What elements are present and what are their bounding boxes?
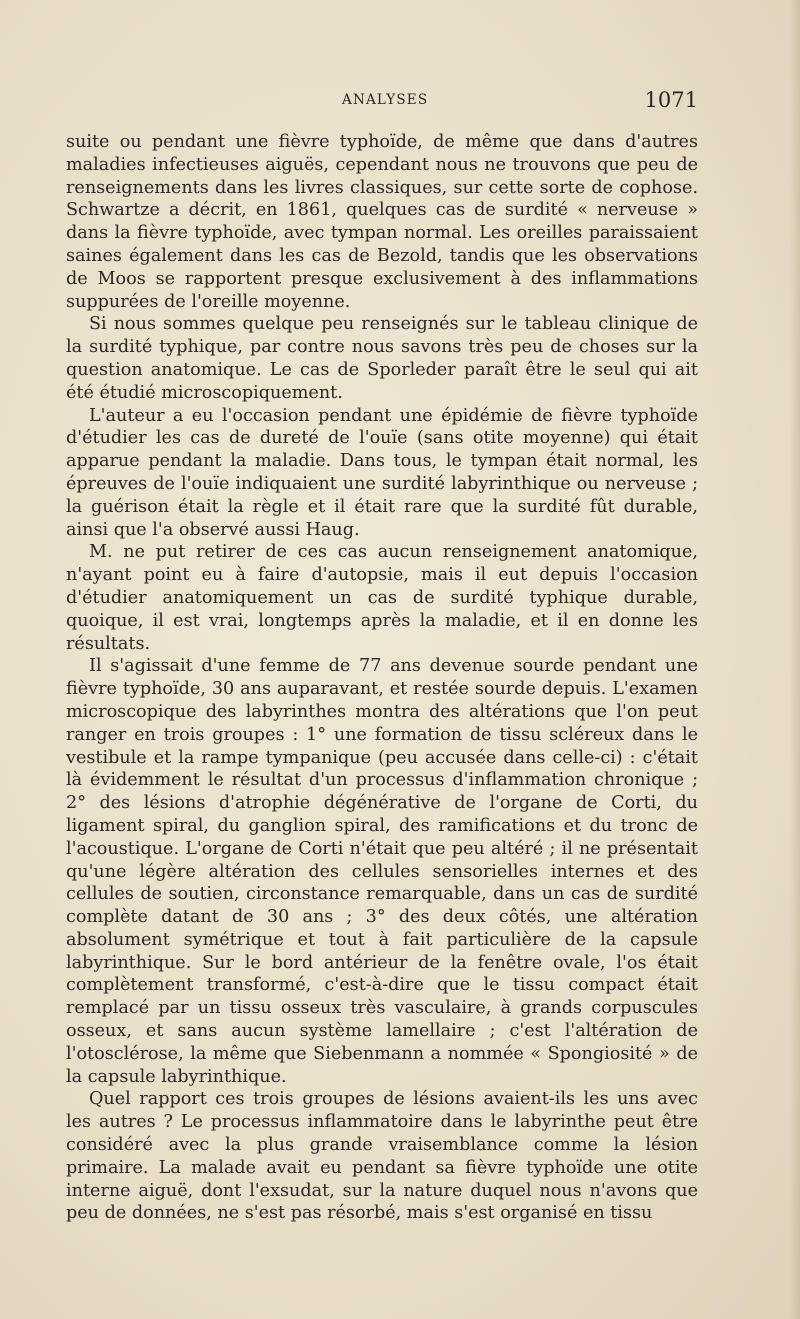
paragraph-4: M. ne put retirer de ces cas aucun renseignement anatomique, n'ayant point eu à faire d'autopsie, mais il eut depuis l'occasion d'étudier anatomiquement un cas de surdité typhique durable, quoique, il est vrai, longtemps après la maladie, et il en donne les résultats. [66, 542, 698, 654]
paragraph-6: Quel rapport ces trois groupes de lésions avaient-ils les uns avec les autres ? Le processus inflammatoire dans le labyrinthe peut être considéré avec la plus grande vraisemblance comme la lésion primaire. La malade avait eu pendant sa fièvre typhoïde une otite interne aiguë, dont l'exsudat, sur la nature duquel nous n'avons que peu de données, ne s'est pas résorbé, mais s'est organisé en tissu [66, 1089, 698, 1224]
page-edge-shadow [790, 0, 800, 1319]
paragraph-1: suite ou pendant une fièvre typhoïde, de même que dans d'autres maladies infectieuses aiguës, cependant nous ne trouvons que peu de renseignements dans les livres classiques, sur cette sorte de cophose. Schwartze a décrit, en 1861, quelques cas de surdité « nerveuse » dans la fièvre typhoïde, avec tympan normal. Les oreilles paraissaient saines également dans les cas de Bezold, tandis que les observations de Moos se rapportent presque exclusivement à des inflammations suppurées de l'oreille moyenne. [66, 132, 698, 312]
paragraph-3: L'auteur a eu l'occasion pendant une épidémie de fièvre typhoïde d'étudier les cas de dureté de l'ouïe (sans otite moyenne) qui était apparue pendant la maladie. Dans tous, le tympan était normal, les épreuves de l'ouïe indiquaient une surdité labyrinthique ou nerveuse ; la guérison était la règle et il était rare que la surdité fût durable, ainsi que l'a observé aussi Haug. [66, 405, 698, 540]
body-text [66, 131, 698, 1225]
paragraph-5: Il s'agissait d'une femme de 77 ans devenue sourde pendant une fièvre typhoïde, 30 ans auparavant, et restée sourde depuis. L'examen microscopique des labyrinthes montra des altérations que l'on peut ranger en trois groupes : 1° une formation de tissu scléreux dans le vestibule et la rampe tympanique (peu accusée dans celle-ci) : c'était là évidemment le résultat d'un processus d'inflammation chronique ; 2° des lésions d'atrophie dégénérative de l'organe de Corti, du ligament spiral, du ganglion spiral, des ramifications et du tronc de l'acoustique. L'organe de Corti n'était que peu altéré ; il ne présentait qu'une légère altération des cellules sensorielles internes et des cellules de soutien, circonstance remarquable, dans un cas de surdité complète datant de 30 ans ; 3° des deux côtés, une altération absolument symétrique et tout à fait particulière de la capsule labyrinthique. Sur le bord antérieur de la fenêtre ovale, l'os était complètement transformé, c'est-à-dire que le tissu compact était remplacé par un tissu osseux très vasculaire, à grands corpuscules osseux, et sans aucun système lamellaire ; c'est l'altération de l'otosclérose, la même que Siebenmann a nommée « Spongiosité » de la capsule labyrinthique. [66, 656, 698, 1087]
page-number: 1071 [644, 88, 698, 112]
running-header [66, 88, 698, 118]
paragraph-2: Si nous sommes quelque peu renseignés sur le tableau clinique de la surdité typhique, par contre nous savons très peu de choses sur la question anatomique. Le cas de Sporleder paraît être le seul qui ait été étudié microscopiquement. [66, 314, 698, 403]
running-title: ANALYSES [342, 92, 429, 108]
